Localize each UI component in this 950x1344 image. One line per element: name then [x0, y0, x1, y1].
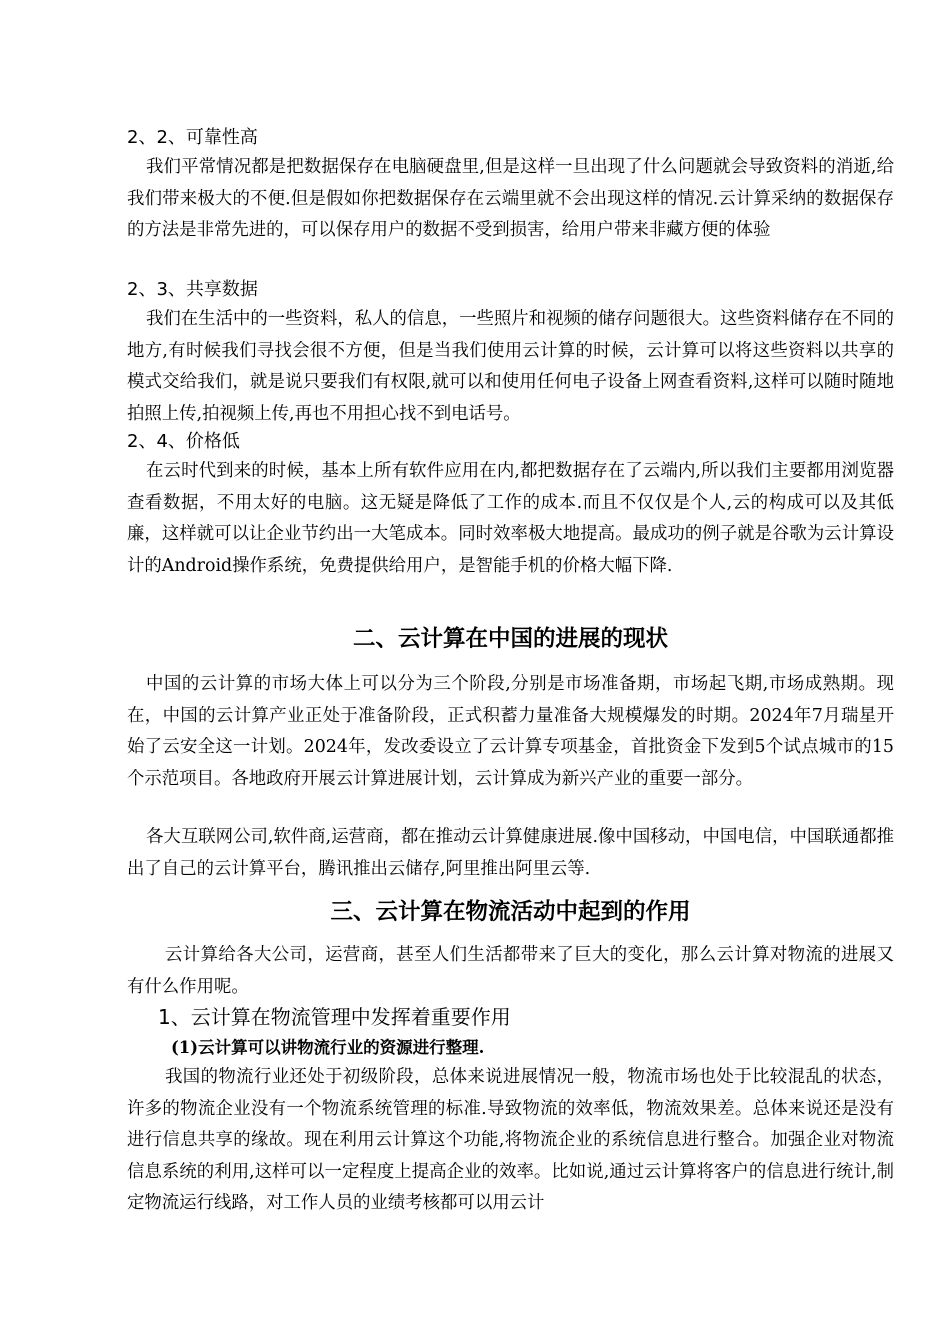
heading-low-price: 2、4、价格低: [127, 431, 240, 452]
heading-shared-data: 2、3、共享数据: [127, 279, 258, 300]
paragraph-reliability: 我们平常情况都是把数据保存在电脑硬盘里,但是这样一旦出现了什么问题就会导致资料的消逝,给我们带来极大的不便.但是假如你把数据保存在云端里就不会出现这样的情况.云计算采纳的数据保存的方法是非常先进的，可以保存用户的数据不受到损害，给用户带来非藏方便的体验: [127, 157, 894, 240]
paragraph-logistics-intro: 云计算给各大公司，运营商，甚至人们生活都带来了巨大的变化，那么云计算对物流的进展又有什么作用呢。: [127, 945, 894, 997]
paragraph-shared-data: 我们在生活中的一些资料，私人的信息，一些照片和视频的储存问题很大。这些资料储存在不同的地方,有时候我们寻找会很不方便，但是当我们使用云计算的时候，云计算可以将这些资料以共享的模式交给我们，就是说只要我们有权限,就可以和使用任何电子设备上网查看资料,这样可以随时随地拍照上传,拍视频上传,再也不用担心找不到电话号。: [127, 309, 894, 424]
section-heading-logistics-role: 三、云计算在物流活动中起到的作用: [330, 899, 691, 925]
paragraph-china-companies: 各大互联网公司,软件商,运营商，都在推动云计算健康进展.像中国移动，中国电信，中国联通都推出了自己的云计算平台，腾讯推出云储存,阿里推出阿里云等.: [127, 827, 894, 879]
paragraph-resource-integration: 我国的物流行业还处于初级阶段，总体来说进展情况一般，物流市场也处于比较混乱的状态，许多的物流企业没有一个物流系统管理的标准.导致物流的效率低，物流效果差。总体来说还是没有进行信息共享的缘故。现在利用云计算这个功能,将物流企业的系统信息进行整合。加强企业对物流信息系统的利用,这样可以一定程度上提高企业的效率。比如说,通过云计算将客户的信息进行统计,制定物流运行线路，对工作人员的业绩考核都可以用云计: [127, 1067, 894, 1213]
paragraph-low-price: 在云时代到来的时候，基本上所有软件应用在内,都把数据存在了云端内,所以我们主要都用浏览器查看数据，不用太好的电脑。这无疑是降低了工作的成本.而且不仅仅是个人,云的构成可以及其低廉，这样就可以让企业节约出一大笔成本。同时效率极大地提高。最成功的例子就是谷歌为云计算设计的Android操作系统，免费提供给用户，是智能手机的价格大幅下降.: [127, 461, 894, 576]
paragraph-china-market: 中国的云计算的市场大体上可以分为三个阶段,分别是市场准备期，市场起飞期,市场成熟期。现在，中国的云计算产业正处于准备阶段，正式积蓄力量准备大规模爆发的时期。2024年7月瑞星开始了云安全这一计划。2024年，发改委设立了云计算专项基金，首批资金下发到5个试点城市的15个示范项目。各地政府开展云计算进展计划，云计算成为新兴产业的重要一部分。: [127, 674, 894, 789]
section-heading-china-status: 二、云计算在中国的进展的现状: [352, 626, 668, 652]
subheading-resource-integration: (1)云计算可以讲物流行业的资源进行整理.: [171, 1038, 485, 1057]
heading-logistics-management: 1、云计算在物流管理中发挥着重要作用: [158, 1005, 511, 1029]
heading-reliability: 2、2、可靠性高: [127, 127, 258, 148]
